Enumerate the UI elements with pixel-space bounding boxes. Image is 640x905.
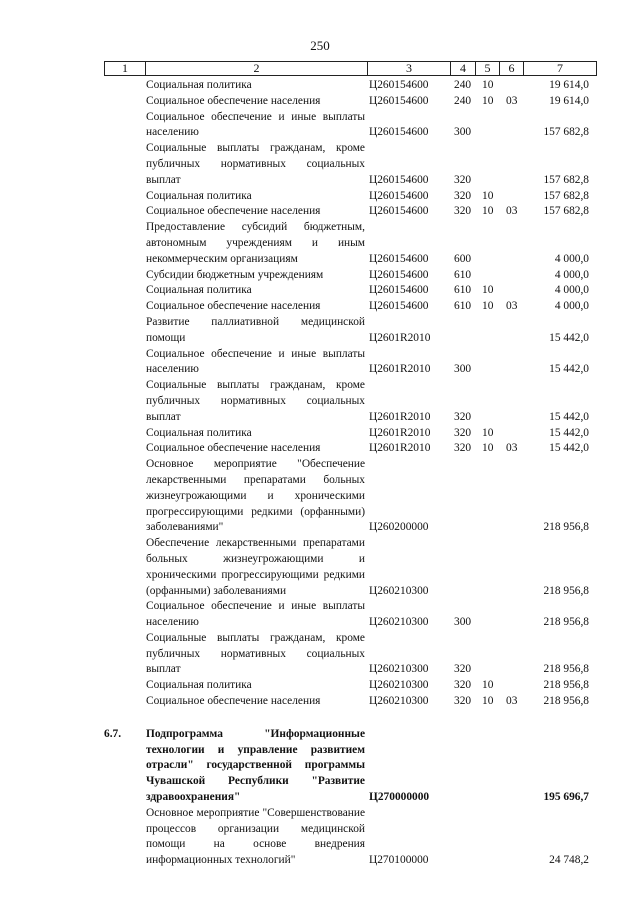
row-expense-type: 320 xyxy=(454,426,472,439)
row-expense-type: 240 xyxy=(454,94,472,107)
row-expense-type: 320 xyxy=(454,189,472,202)
row-code: Ц260154600 xyxy=(369,126,429,139)
row-sum: 15 442,0 xyxy=(549,426,589,439)
column-header-2: 2 xyxy=(253,61,260,75)
row-expense-type: 320 xyxy=(454,173,472,186)
column-header-1: 1 xyxy=(122,61,128,75)
row-name: Подпрограмма "Информационные технологии и управление развитием отрасли" государственной программы Чувашской Республики "Развитие здравоохранения" xyxy=(146,727,365,804)
table-row xyxy=(0,141,640,188)
row-sum: 4 000,0 xyxy=(554,252,589,265)
row-number: 6.7. xyxy=(104,727,122,740)
row-section: 10 xyxy=(482,426,494,439)
row-sum: 218 956,8 xyxy=(543,616,589,629)
column-header-4: 4 xyxy=(460,61,466,75)
table-row xyxy=(0,426,640,442)
row-code: Ц2601R2010 xyxy=(369,363,431,376)
row-sum: 157 682,8 xyxy=(543,205,589,218)
row-name: Социальная политика xyxy=(146,189,252,202)
row-sum: 157 682,8 xyxy=(543,189,589,202)
row-section: 10 xyxy=(482,300,494,313)
row-code: Ц2601R2010 xyxy=(369,426,431,439)
row-expense-type: 320 xyxy=(454,410,472,423)
column-header-3: 3 xyxy=(406,61,412,75)
row-subsection: 03 xyxy=(506,695,518,708)
row-code: Ц260154600 xyxy=(369,284,429,297)
row-sum: 218 956,8 xyxy=(543,679,589,692)
row-subsection: 03 xyxy=(506,300,518,313)
table-row xyxy=(0,378,640,425)
row-code: Ц260210300 xyxy=(369,695,429,708)
table-row xyxy=(0,110,640,142)
row-sum: 218 956,8 xyxy=(543,695,589,708)
row-code: Ц260154600 xyxy=(369,79,429,91)
row-name: Социальная политика xyxy=(146,79,252,91)
table-row xyxy=(0,204,640,220)
table-row xyxy=(0,347,640,379)
row-code: Ц270100000 xyxy=(369,854,429,867)
row-name: Социальное обеспечение и иные выплаты населению xyxy=(146,347,365,376)
table-row xyxy=(0,536,640,599)
table-row xyxy=(0,268,640,284)
row-name: Социальная политика xyxy=(146,284,252,297)
row-name: Основное мероприятие "Совершенствование процессов организации медицинской помощи на основе внедрения информационных технологий" xyxy=(146,806,365,867)
column-header-6: 6 xyxy=(508,61,515,75)
row-sum: 24 748,2 xyxy=(549,854,589,867)
row-section: 10 xyxy=(482,205,494,218)
row-code: Ц2601R2010 xyxy=(369,442,431,455)
row-sum: 15 442,0 xyxy=(549,331,589,344)
row-sum: 4 000,0 xyxy=(554,284,589,297)
row-name: Социальное обеспечение и иные выплаты населению xyxy=(146,600,365,629)
row-name: Развитие паллиативной медицинской помощи xyxy=(146,315,365,344)
row-sum: 15 442,0 xyxy=(549,363,589,376)
row-section: 10 xyxy=(482,442,494,455)
row-name: Социальные выплаты гражданам, кроме публичных нормативных социальных выплат xyxy=(146,142,365,186)
column-header-7: 7 xyxy=(557,61,563,75)
row-code: Ц260154600 xyxy=(369,252,429,265)
row-expense-type: 320 xyxy=(454,663,472,676)
row-code: Ц260200000 xyxy=(369,521,429,534)
row-subsection: 03 xyxy=(506,205,518,218)
row-name: Социальное обеспечение населения xyxy=(146,94,321,107)
row-name: Предоставление субсидий бюджетным, автономным учреждениям и иным некоммерческим организациям xyxy=(146,221,365,265)
table-row xyxy=(0,78,640,94)
table-row xyxy=(0,299,640,315)
row-sum: 218 956,8 xyxy=(543,584,589,597)
row-name: Социальное обеспечение населения xyxy=(146,300,321,313)
row-sum: 195 696,7 xyxy=(543,791,589,804)
table-row xyxy=(0,457,640,536)
row-expense-type: 300 xyxy=(454,126,472,139)
row-sum: 19 614,0 xyxy=(549,79,589,91)
row-expense-type: 610 xyxy=(454,284,472,297)
row-expense-type: 600 xyxy=(454,252,472,265)
row-name: Социальная политика xyxy=(146,426,252,439)
row-name: Социальные выплаты гражданам, кроме публичных нормативных социальных выплат xyxy=(146,631,365,676)
row-expense-type: 610 xyxy=(454,268,472,281)
row-name: Социальное обеспечение населения xyxy=(146,205,321,218)
row-section: 10 xyxy=(482,679,494,692)
row-sum: 157 682,8 xyxy=(543,126,589,139)
row-expense-type: 240 xyxy=(454,79,472,91)
row-section: 10 xyxy=(482,284,494,297)
row-sum: 19 614,0 xyxy=(549,94,589,107)
table-row xyxy=(0,599,640,631)
row-sum: 218 956,8 xyxy=(543,663,589,676)
table-row xyxy=(0,220,640,267)
row-sum: 15 442,0 xyxy=(549,410,589,423)
table-header xyxy=(104,61,597,76)
row-name: Социальное обеспечение населения xyxy=(146,695,321,708)
row-expense-type: 610 xyxy=(454,300,472,313)
row-code: Ц260210300 xyxy=(369,663,429,676)
row-expense-type: 320 xyxy=(454,679,472,692)
table-row xyxy=(0,631,640,678)
row-code: Ц260154600 xyxy=(369,300,429,313)
row-section: 10 xyxy=(482,79,494,91)
row-expense-type: 300 xyxy=(454,363,472,376)
table-body xyxy=(0,78,640,869)
row-subsection: 03 xyxy=(506,442,518,455)
row-name: Социальное обеспечение и иные выплаты населению xyxy=(146,110,365,139)
row-code: Ц2601R2010 xyxy=(369,410,431,423)
row-sum: 4 000,0 xyxy=(554,268,589,281)
row-expense-type: 300 xyxy=(454,616,472,629)
table-row xyxy=(0,189,640,205)
row-code: Ц270000000 xyxy=(369,791,430,804)
row-code: Ц260154600 xyxy=(369,189,429,202)
row-code: Ц260154600 xyxy=(369,173,429,186)
row-name: Субсидии бюджетным учреждениям xyxy=(146,268,324,281)
row-expense-type: 320 xyxy=(454,695,472,708)
table-row xyxy=(0,694,640,710)
row-sum: 15 442,0 xyxy=(549,442,589,455)
table-row xyxy=(0,678,640,694)
row-subsection: 03 xyxy=(506,94,518,107)
column-header-5: 5 xyxy=(484,61,491,75)
table-row xyxy=(0,727,640,806)
row-expense-type: 320 xyxy=(454,442,472,455)
row-name: Основное мероприятие "Обеспечение лекарственными препаратами больных жизнеугрожающими и хроническими прогрессирующими редкими (орфанными) заболеваниями" xyxy=(146,458,365,534)
table-row xyxy=(0,441,640,457)
row-code: Ц260154600 xyxy=(369,205,429,218)
row-code: Ц260210300 xyxy=(369,616,429,629)
row-code: Ц260154600 xyxy=(369,94,429,107)
row-name: Социальное обеспечение населения xyxy=(146,442,321,455)
table-row xyxy=(0,315,640,347)
row-section: 10 xyxy=(482,94,494,107)
table-row xyxy=(0,806,640,869)
row-sum: 157 682,8 xyxy=(543,173,589,186)
row-code: Ц260154600 xyxy=(369,268,429,281)
row-code: Ц2601R2010 xyxy=(369,331,431,344)
row-sum: 4 000,0 xyxy=(554,300,589,313)
row-name: Социальные выплаты гражданам, кроме публичных нормативных социальных выплат xyxy=(146,379,365,423)
page-number: 250 xyxy=(310,38,330,53)
row-section: 10 xyxy=(482,189,494,202)
row-sum: 218 956,8 xyxy=(543,521,589,534)
table-row xyxy=(0,94,640,110)
row-code: Ц260210300 xyxy=(369,679,429,692)
row-name: Обеспечение лекарственными препаратами больных жизнеугрожающими и хроническими прогрессирующими редкими (орфанными) заболеваниями xyxy=(146,537,365,597)
row-code: Ц260210300 xyxy=(369,584,429,597)
row-expense-type: 320 xyxy=(454,205,472,218)
row-section: 10 xyxy=(482,695,494,708)
table-row xyxy=(0,283,640,299)
row-name: Социальная политика xyxy=(146,679,252,692)
